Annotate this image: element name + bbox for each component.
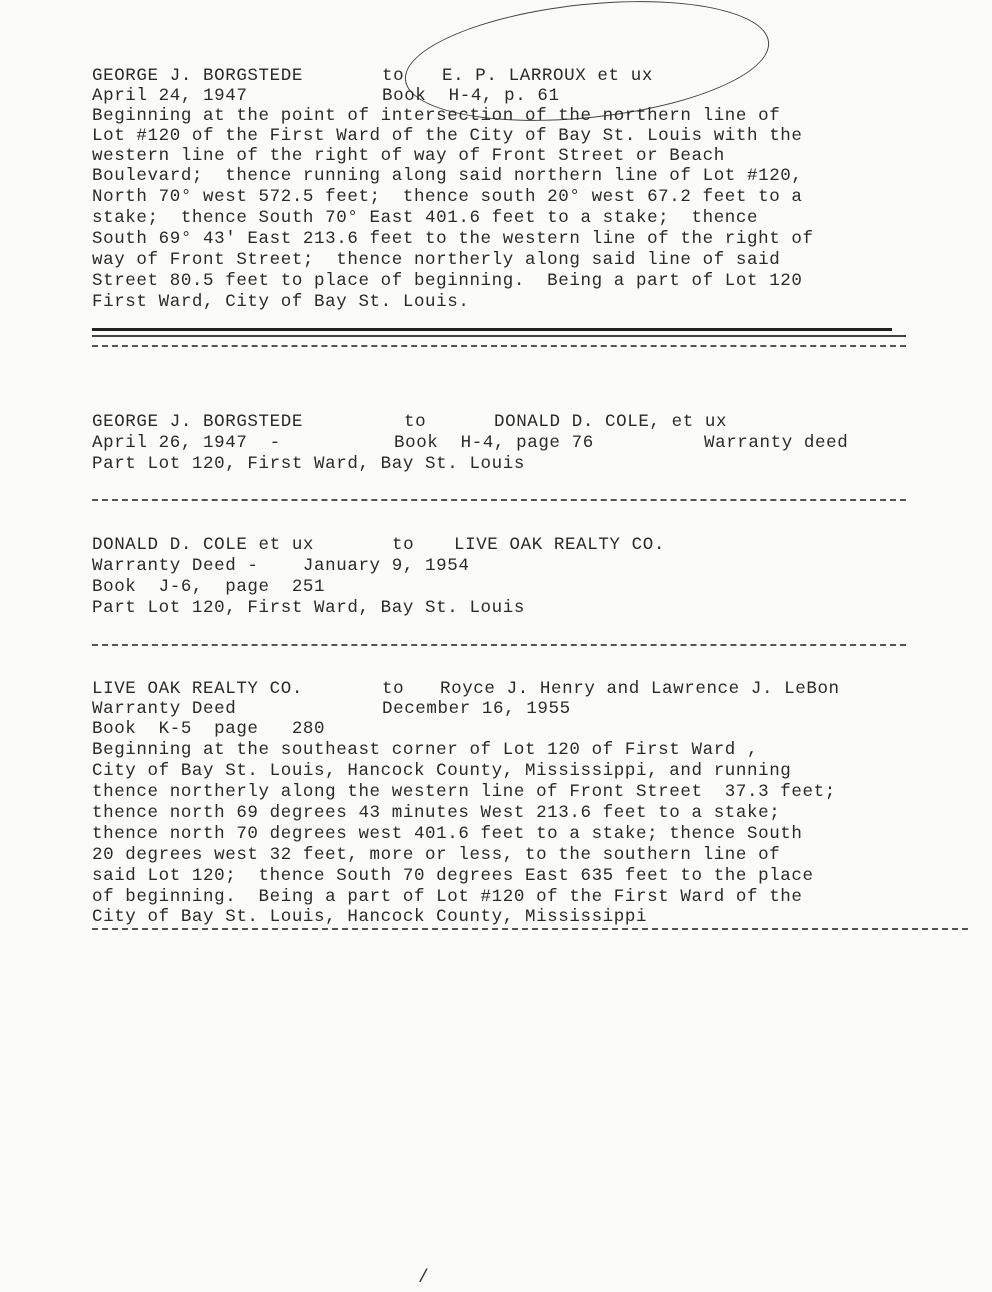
entry-4-date: December 16, 1955 — [382, 699, 571, 719]
dashed-rule-final — [92, 928, 968, 930]
heavy-rule — [92, 328, 892, 331]
entry-1-date: April 24, 1947 — [92, 86, 248, 106]
entry-3-grantor: DONALD D. COLE et ux — [92, 535, 315, 555]
entry-1-line: way of Front Street; thence northerly along said line of said — [92, 250, 781, 270]
entry-1-grantee: E. P. LARROUX et ux — [442, 66, 653, 86]
entry-4-line: City of Bay St. Louis, Hancock County, Mississippi, and running — [92, 761, 792, 781]
entry-3-deed-date: Warranty Deed - January 9, 1954 — [92, 556, 470, 576]
entry-4-line: Beginning at the southeast corner of Lot 120 of First Ward , — [92, 740, 759, 760]
entry-4-line: thence north 70 degrees west 401.6 feet to a stake; thence South — [92, 824, 803, 844]
entry-4-line: of beginning. Being a part of Lot #120 of the First Ward of the — [92, 887, 803, 907]
entry-4-grantee: Royce J. Henry and Lawrence J. LeBon — [440, 679, 840, 699]
entry-1-to: to — [382, 66, 405, 86]
entry-1-line: North 70° west 572.5 feet; thence south 20° west 67.2 feet to a — [92, 187, 803, 207]
entry-1-book: Book H-4, p. 61 — [382, 86, 560, 106]
entry-1-line: Street 80.5 feet to place of beginning. Being a part of Lot 120 — [92, 271, 803, 291]
entry-4-book: Book K-5 page 280 — [92, 719, 326, 739]
entry-1-line: western line of the right of way of Front Street or Beach — [92, 146, 725, 166]
entry-4-line: City of Bay St. Louis, Hancock County, Mississippi — [92, 907, 648, 927]
entry-1-line: Beginning at the point of intersection of the northern line of — [92, 106, 781, 126]
entry-3-grantee: LIVE OAK REALTY CO. — [454, 535, 665, 555]
entry-2-deed-type: Warranty deed — [704, 433, 849, 453]
entry-3-book: Book J-6, page 251 — [92, 577, 326, 597]
entry-4-to: to — [382, 679, 405, 699]
heavy-rule-second — [92, 335, 906, 337]
dashed-rule — [92, 345, 906, 347]
dashed-rule — [92, 644, 906, 646]
entry-1-line: First Ward, City of Bay St. Louis. — [92, 292, 470, 312]
entry-3-description: Part Lot 120, First Ward, Bay St. Louis — [92, 598, 525, 618]
entry-4-deed-type: Warranty Deed — [92, 699, 237, 719]
entry-4-line: thence northerly along the western line of Front Street 37.3 feet; — [92, 782, 836, 802]
entry-1-grantor: GEORGE J. BORGSTEDE — [92, 66, 303, 86]
entry-2-grantor: GEORGE J. BORGSTEDE — [92, 412, 303, 432]
dashed-rule — [92, 499, 906, 501]
entry-1-line: South 69° 43' East 213.6 feet to the western line of the right of — [92, 229, 814, 249]
entry-2-description: Part Lot 120, First Ward, Bay St. Louis — [92, 454, 525, 474]
entry-1-line: stake; thence South 70° East 401.6 feet to a stake; thence — [92, 208, 759, 228]
entry-1-line: Boulevard; thence running along said northern line of Lot #120, — [92, 166, 803, 186]
entry-4-line: thence north 69 degrees 43 minutes West 213.6 feet to a stake; — [92, 803, 781, 823]
entry-2-to: to — [404, 412, 427, 432]
entry-4-grantor: LIVE OAK REALTY CO. — [92, 679, 303, 699]
page-mark: / — [418, 1268, 429, 1288]
entry-3-to: to — [392, 535, 415, 555]
entry-2-date: April 26, 1947 - — [92, 433, 281, 453]
entry-2-book: Book H-4, page 76 — [394, 433, 594, 453]
entry-4-line: said Lot 120; thence South 70 degrees East 635 feet to the place — [92, 866, 814, 886]
entry-1-line: Lot #120 of the First Ward of the City of Bay St. Louis with the — [92, 126, 803, 146]
entry-4-line: 20 degrees west 32 feet, more or less, to the southern line of — [92, 845, 781, 865]
entry-2-grantee: DONALD D. COLE, et ux — [494, 412, 728, 432]
